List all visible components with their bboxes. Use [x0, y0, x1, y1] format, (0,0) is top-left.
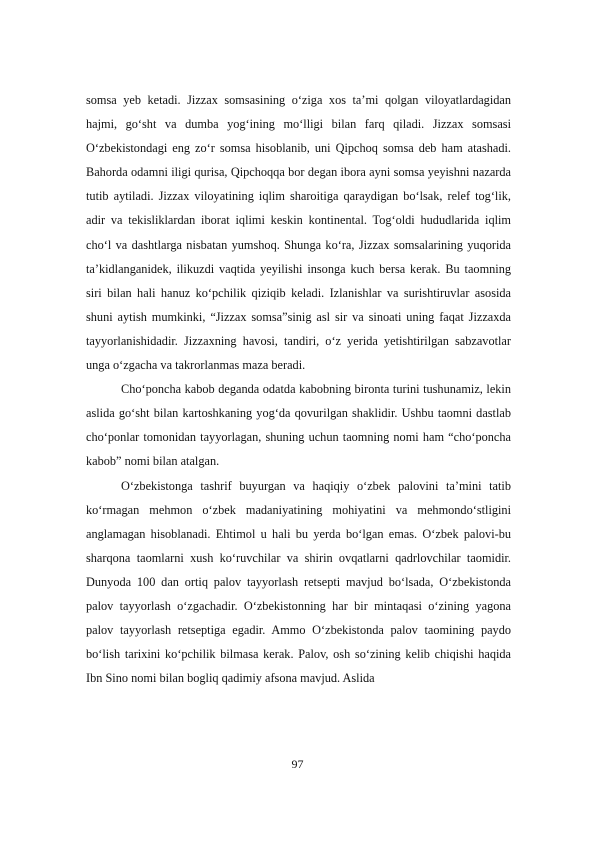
paragraph-jizzax-somsa: somsa yeb ketadi. Jizzax somsasining o‘ziga xos ta’mi qolgan viloyatlardagidan hajmi, go‘sht va dumba yog‘ining mo‘lligi bilan farq qiladi. Jizzax somsasi O‘zbekistondagi eng zo‘r somsa hisoblanib, uni Qipchoq somsa deb ham atashadi. Bahorda odamni iligi qurisa, Qipchoqqa bor degan ibora ayni somsa yeyishni nazarda tutib aytiladi. Jizzax viloyatining iqlim sharoitiga qaraydigan bo‘lsak, relef tog‘lik, adir va tekisliklardan iborat iqlimi keskin kontinental. Tog‘oldi hududlarida iqlim cho‘l va dashtlarga nisbatan yumshoq. Shunga ko‘ra, Jizzax somsalarining yuqorida ta’kidlanganidek, ilikuzdi vaqtida yeyilishi insonga kuch bersa kerak. Bu taomning siri bilan hali hanuz ko‘pchilik qiziqib keladi. Izlanishlar va surishtiruvlar asosida shuni aytish mumkinki, “Jizzax somsa”sinig asl sir va sinoati uning faqat Jizzaxda tayyorlanishidadir. Jizzaxning havosi, tandiri, o‘z yerida yetishtirilgan sabzavotlar unga o‘zgacha va takrorlanmas maza beradi. — [86, 93, 511, 373]
document-body — [86, 88, 511, 690]
paragraph-choponcha-kabob: Cho‘poncha kabob deganda odatda kabobning bironta turini tushunamiz, lekin aslida go‘sht bilan kartoshkaning yog‘da qovurilgan shaklidir. Ushbu taomni dastlab cho‘ponlar tomonidan tayyorlagan, shuning uchun taomning nomi ham “cho‘poncha kabob” nomi bilan atalgan. — [86, 382, 511, 469]
paragraph-uzbek-palov: O‘zbekistonga tashrif buyurgan va haqiqiy o‘zbek palovini ta’mini tatib ko‘rmagan mehmon o‘zbek madaniyatining mohiyatini va mehmondo‘stligini anglamagan hisoblanadi. Ehtimol u hali bu yerda bo‘lgan emas. O‘zbek palovi-bu sharqona taomlarni xush ko‘ruvchilar va shirin ovqatlarni qadrlovchilar taomidir. Dunyoda 100 dan ortiq palov tayyorlash retsepti mavjud bo‘lsada, O‘zbekistonda palov tayyorlash o‘zgachadir. O‘zbekistonning har bir mintaqasi o‘zining yagona palov tayyorlash retseptiga egadir. Ammo O‘zbekistonda palov taomining paydo bo‘lish tarixini ko‘pchilik bilmasa kerak. Palov, osh so‘zining kelib chiqishi haqida Ibn Sino nomi bilan bogliq qadimiy afsona mavjud. Aslida — [86, 478, 511, 686]
page-number: 97 — [291, 757, 304, 771]
